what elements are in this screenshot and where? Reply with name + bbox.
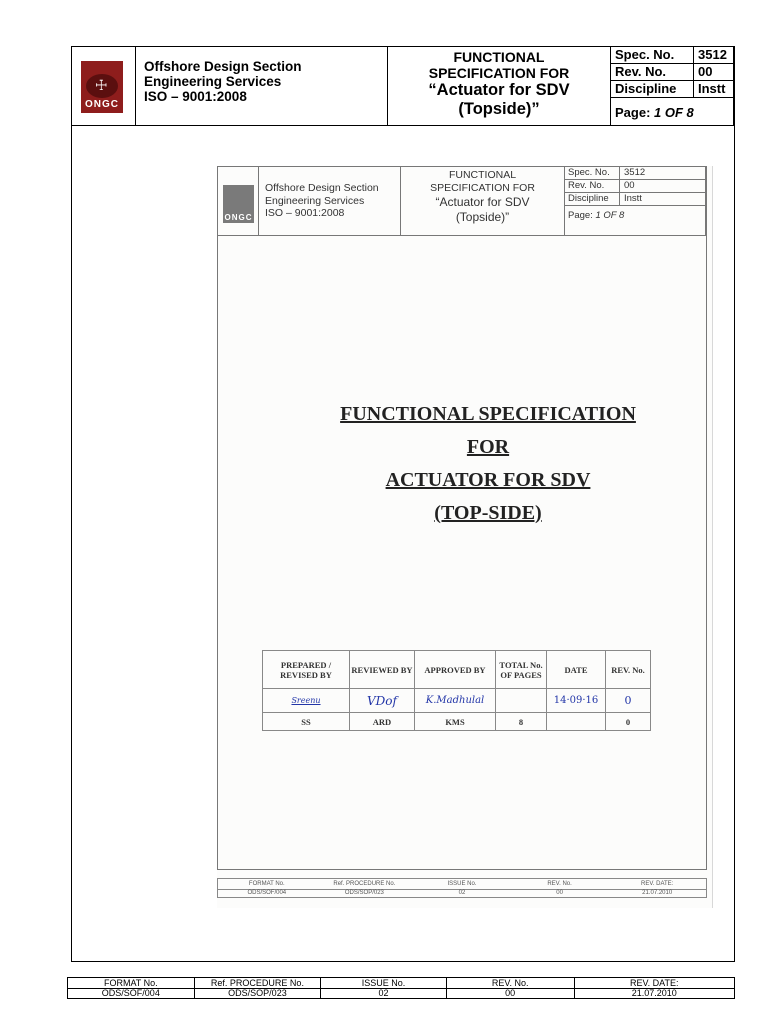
page-value: 1 OF 8 (654, 105, 694, 120)
prepared-signature: Sreenu (263, 689, 350, 713)
approval-header-row (263, 651, 651, 689)
logo-wordmark: ONGC (81, 98, 123, 111)
spec-info-block (611, 47, 734, 125)
rev-value: 0 (606, 713, 651, 731)
footer-format-label: FORMAT No. (68, 978, 195, 988)
organization-block (136, 47, 388, 125)
footer-revdate-value: 21.07.2010 (631, 988, 677, 998)
footer-issue-label: ISSUE No. (321, 978, 447, 988)
approved-value: KMS (415, 713, 496, 731)
discipline-label: Discipline (615, 81, 677, 96)
footer-rev-label: REV. No. (447, 978, 575, 988)
rev-header: REV. No. (606, 651, 651, 689)
scanned-footer-rev-label: REV. No. (547, 881, 572, 887)
scanned-header (217, 166, 707, 236)
rev-no-value: 00 (693, 64, 733, 80)
scanned-logo-wordmark: ONGC (224, 213, 253, 222)
scanned-footer-revdate-value: 21.07.2010 (642, 890, 673, 896)
ongc-logo (81, 61, 123, 113)
reviewed-signature: VDof (350, 689, 415, 713)
prepared-header: PREPARED / REVISED BY (263, 651, 350, 689)
date-header: DATE (547, 651, 606, 689)
scanned-title-line-2: SPECIFICATION FOR (430, 182, 535, 194)
discipline-value: Instt (693, 81, 733, 97)
scanned-title-line-4: (Topside)” (455, 210, 510, 224)
title-line-2: SPECIFICATION FOR (428, 65, 570, 81)
rev-signature: 0 (606, 689, 651, 713)
footer-format-value: ODS/SOF/004 (68, 988, 195, 998)
page-row (611, 98, 733, 125)
reviewed-value: ARD (350, 713, 415, 731)
scanned-discipline-label: Discipline (568, 193, 609, 204)
scanned-footer-issue-label: ISSUE No. (447, 881, 477, 887)
date-value (547, 713, 606, 731)
rev-no-row (611, 64, 733, 81)
scanned-footer-format-label: FORMAT No. (248, 881, 285, 887)
scanned-rev-no-value: 00 (619, 180, 705, 192)
date-signature: 14·09·16 (547, 689, 606, 713)
logo-cell (72, 47, 136, 125)
approved-header: APPROVED BY (415, 651, 496, 689)
cover-title-line-1: FUNCTIONAL SPECIFICATION (340, 403, 636, 425)
footer-issue-value: 02 (321, 988, 447, 998)
rev-no-label: Rev. No. (615, 64, 667, 79)
document-body (71, 126, 735, 962)
reviewed-header: REVIEWED BY (350, 651, 415, 689)
scanned-body (217, 236, 707, 870)
scanned-title-line-1: FUNCTIONAL (448, 169, 517, 181)
document-header (71, 46, 735, 126)
scanned-spec-no-value: 3512 (619, 167, 705, 179)
scanned-footer-issue-value: 02 (458, 890, 466, 896)
derrick-icon: ☩ (95, 77, 108, 93)
cover-title-line-3: ACTUATOR FOR SDV (385, 469, 591, 491)
title-line-4: (Topside)” (458, 100, 540, 118)
document-footer (67, 977, 735, 999)
scanned-footer-format-value: ODS/SOF/004 (247, 890, 287, 896)
footer-ref-label: Ref. PROCEDURE No. (195, 978, 322, 988)
scanned-org-line-3: ISO – 9001:2008 (265, 207, 345, 219)
approval-table (262, 650, 651, 731)
scanned-cover-page (217, 166, 713, 908)
org-line-3: ISO – 9001:2008 (144, 89, 247, 104)
cover-title-line-4: (TOP-SIDE) (434, 502, 542, 524)
footer-ref-value: ODS/SOP/023 (195, 988, 322, 998)
scanned-ongc-logo (223, 185, 254, 223)
scanned-footer-ref-label: Ref. PROCEDURE No. (333, 881, 396, 887)
title-line-1: FUNCTIONAL (453, 49, 545, 65)
org-line-1: Offshore Design Section (144, 59, 302, 74)
org-line-2: Engineering Services (144, 74, 282, 89)
approval-values-row (263, 713, 651, 731)
scanned-rev-no-label: Rev. No. (568, 180, 605, 191)
footer-revdate-label: REV. DATE: (630, 978, 679, 988)
scanned-footer-ref-value: ODS/SOP/023 (344, 890, 384, 896)
scanned-title-block (401, 167, 565, 235)
total-pages-header: TOTAL No. OF PAGES (496, 651, 547, 689)
scanned-discipline-value: Instt (619, 193, 705, 205)
signature-row (263, 689, 651, 713)
total-pages-value: 8 (496, 713, 547, 731)
spec-title-block (388, 47, 611, 125)
scanned-org-line-2: Engineering Services (265, 194, 365, 207)
title-line-3: “Actuator for SDV (428, 81, 570, 99)
scanned-footer-revdate-label: REV. DATE: (641, 881, 674, 887)
approved-signature: K.Madhulal (415, 689, 496, 713)
scanned-spec-no-label: Spec. No. (568, 167, 610, 178)
spec-no-label: Spec. No. (615, 47, 675, 62)
prepared-value: SS (263, 713, 350, 731)
scanned-title-line-3: “Actuator for SDV (435, 195, 530, 209)
scanned-footer (217, 878, 707, 898)
spec-no-value: 3512 (693, 47, 733, 63)
page-label: Page: (615, 105, 651, 120)
spec-no-row (611, 47, 733, 64)
scanned-spec-block (565, 167, 706, 235)
scanned-page-label: Page: (568, 210, 593, 221)
scanned-page-value: 1 OF 8 (595, 210, 625, 221)
scanned-footer-rev-value: 00 (556, 890, 563, 896)
scanned-org-line-1: Offshore Design Section (265, 182, 379, 194)
scanned-page-row (568, 210, 624, 221)
cover-title-line-2: FOR (466, 436, 510, 458)
footer-rev-value: 00 (447, 988, 575, 998)
discipline-row (611, 81, 733, 98)
footer-value-row (68, 988, 734, 998)
cover-title (298, 398, 678, 530)
scanned-organization-block (259, 167, 401, 235)
